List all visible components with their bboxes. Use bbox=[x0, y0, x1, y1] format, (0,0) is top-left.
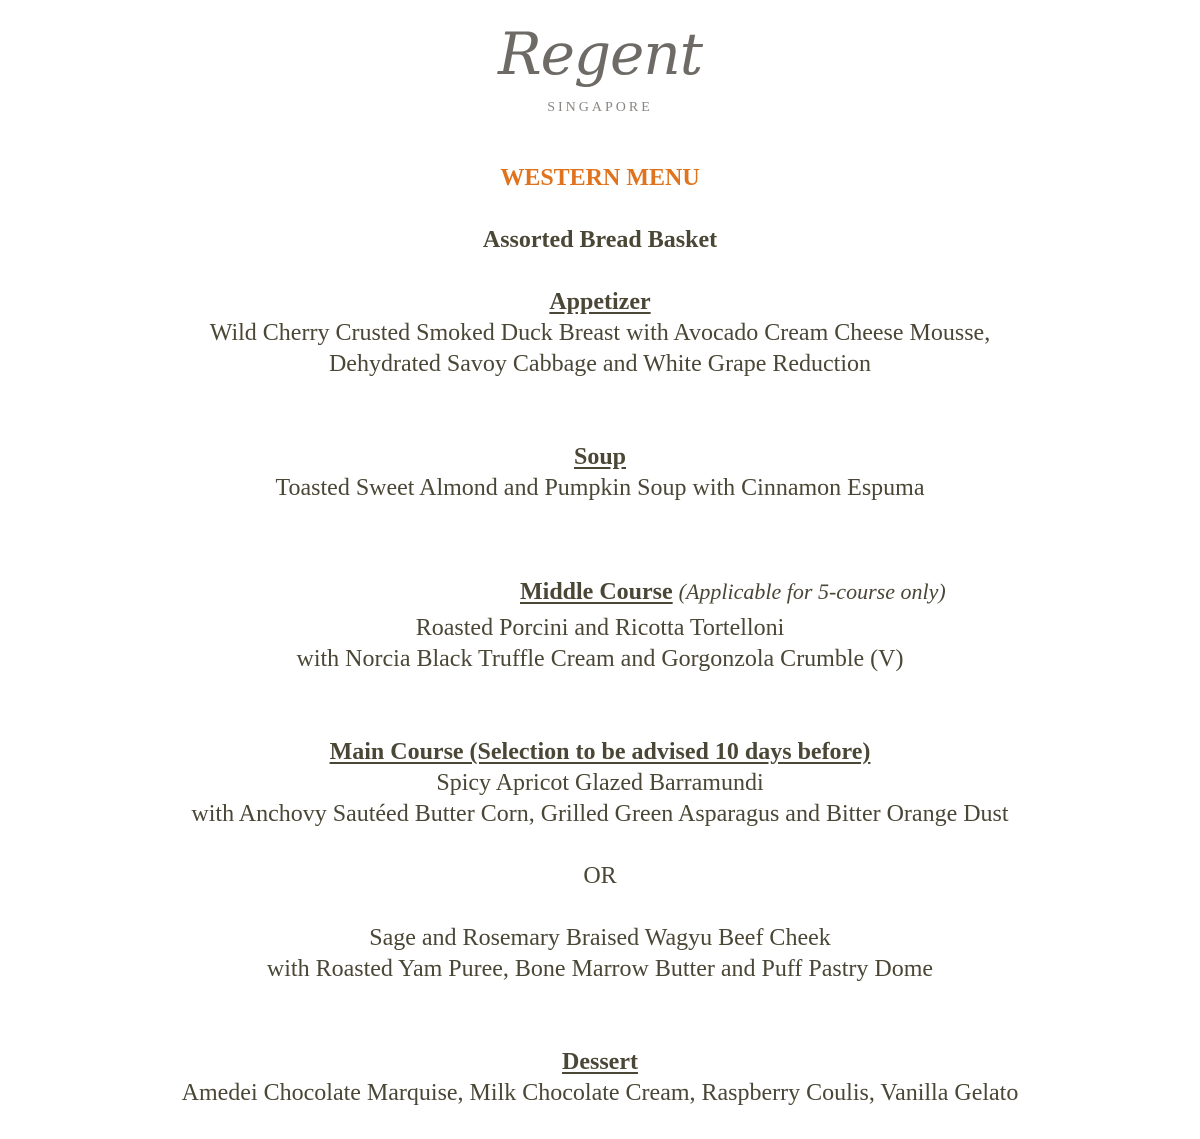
main-or-separator: OR bbox=[583, 863, 617, 889]
dessert-heading: Dessert bbox=[562, 1049, 638, 1075]
menu-title: WESTERN MENU bbox=[500, 165, 700, 191]
appetizer-line-2: Dehydrated Savoy Cabbage and White Grape Reduction bbox=[328, 351, 872, 377]
middle-course-line-2: with Norcia Black Truffle Cream and Gorgonzola Crumble (V) bbox=[296, 646, 904, 672]
middle-course-line-1: Roasted Porcini and Ricotta Tortelloni bbox=[415, 615, 785, 641]
main-option-2-line-1: Sage and Rosemary Braised Wagyu Beef Cheek bbox=[369, 925, 831, 951]
dessert-line-1: Amedei Chocolate Marquise, Milk Chocolate Cream, Raspberry Coulis, Vanilla Gelato bbox=[181, 1080, 1019, 1106]
middle-course-heading: Middle Course bbox=[520, 579, 673, 605]
main-option-1-line-1: Spicy Apricot Glazed Barramundi bbox=[436, 770, 764, 796]
brand-name: Regent bbox=[497, 20, 703, 88]
bread-item: Assorted Bread Basket bbox=[482, 227, 718, 253]
soup-heading: Soup bbox=[573, 444, 627, 470]
main-course-heading: Main Course (Selection to be advised 10 days before) bbox=[329, 739, 871, 765]
main-option-1-line-2: with Anchovy Sautéed Butter Corn, Grilled Green Asparagus and Bitter Orange Dust bbox=[191, 801, 1009, 827]
appetizer-heading: Appetizer bbox=[549, 289, 651, 315]
regent-logo bbox=[0, 14, 1200, 116]
appetizer-line-1: Wild Cherry Crusted Smoked Duck Breast with Avocado Cream Cheese Mousse, bbox=[209, 320, 991, 346]
brand-location: SINGAPORE bbox=[547, 100, 653, 115]
middle-course-heading-row bbox=[520, 577, 946, 607]
middle-course-note: (Applicable for 5-course only) bbox=[678, 579, 946, 604]
soup-line-1: Toasted Sweet Almond and Pumpkin Soup with Cinnamon Espuma bbox=[275, 475, 925, 501]
main-option-2-line-2: with Roasted Yam Puree, Bone Marrow Butter and Puff Pastry Dome bbox=[266, 956, 934, 982]
